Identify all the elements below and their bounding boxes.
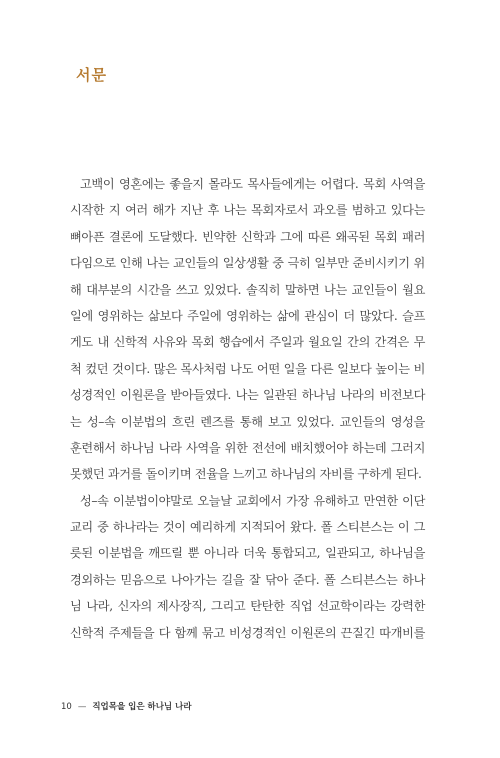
body-text — [70, 171, 425, 646]
footer-separator: — — [77, 702, 87, 712]
text-line: 님 나라, 신자의 제사장직, 그리고 탄탄한 직업 선교학이라는 강력한 — [70, 599, 425, 614]
text-line: 는 성–속 이분법의 흐린 렌즈를 통해 보고 있었다. 교인들의 영성을 — [70, 414, 425, 429]
text-line: 시작한 지 여러 해가 지난 후 나는 목회자로서 과오를 범하고 있다는 — [70, 203, 425, 218]
text-line: 경외하는 믿음으로 나아가는 길을 잘 닦아 준다. 폴 스티븐스는 하나 — [70, 572, 425, 587]
text-line: 일에 영위하는 삶보다 주일에 영위하는 삶에 관심이 더 많았다. 슬프 — [70, 308, 425, 323]
text-line: 못했던 과거를 돌이키며 전율을 느끼고 하나님의 자비를 구하게 된다. — [70, 467, 422, 482]
text-line: 다임으로 인해 나는 교인들의 일상생활 중 극히 일부만 준비시키기 위 — [70, 256, 425, 271]
text-line: 신학적 주제들을 다 함께 묶고 비성경적인 이원론의 끈질긴 따개비를 — [70, 625, 425, 640]
text-line: 고백이 영혼에는 좋을지 몰라도 목사들에게는 어렵다. 목회 사역을 — [80, 177, 425, 191]
running-book-title: 직업목을 입은 하나님 나라 — [92, 702, 192, 712]
text-line: 뼈아픈 결론에 도달했다. 빈약한 신학과 그에 따른 왜곡된 목회 패러 — [70, 229, 425, 244]
paragraph-1 — [70, 171, 425, 488]
text-line: 성경적인 이원론을 받아들였다. 나는 일관된 하나님 나라의 비전보다 — [70, 388, 425, 403]
text-line: 게도 내 신학적 사유와 목회 행습에서 주일과 월요일 간의 간격은 무 — [70, 335, 425, 350]
text-line: 릇된 이분법을 깨뜨릴 뿐 아니라 더욱 통합되고, 일관되고, 하나님을 — [70, 546, 425, 561]
text-line: 성–속 이분법이야말로 오늘날 교회에서 가장 유해하고 만연한 이단 — [80, 493, 425, 508]
text-line: 해 대부분의 시간을 쓰고 있었다. 솔직히 말하면 나는 교인들이 월요 — [70, 282, 425, 297]
text-line: 척 컸던 것이다. 많은 목사처럼 나도 어떤 일을 다른 일보다 높이는 비 — [70, 361, 425, 376]
section-title: 서문 — [76, 66, 107, 84]
paragraph-2 — [70, 488, 425, 646]
page-footer — [61, 700, 192, 712]
text-line: 교리 중 하나라는 것이 예리하게 지적되어 왔다. 폴 스티븐스는 이 그 — [70, 520, 425, 535]
text-line: 훈련해서 하나님 나라 사역을 위한 전선에 배치했어야 하는데 그러지 — [70, 440, 425, 455]
page-number: 10 — [61, 702, 72, 712]
